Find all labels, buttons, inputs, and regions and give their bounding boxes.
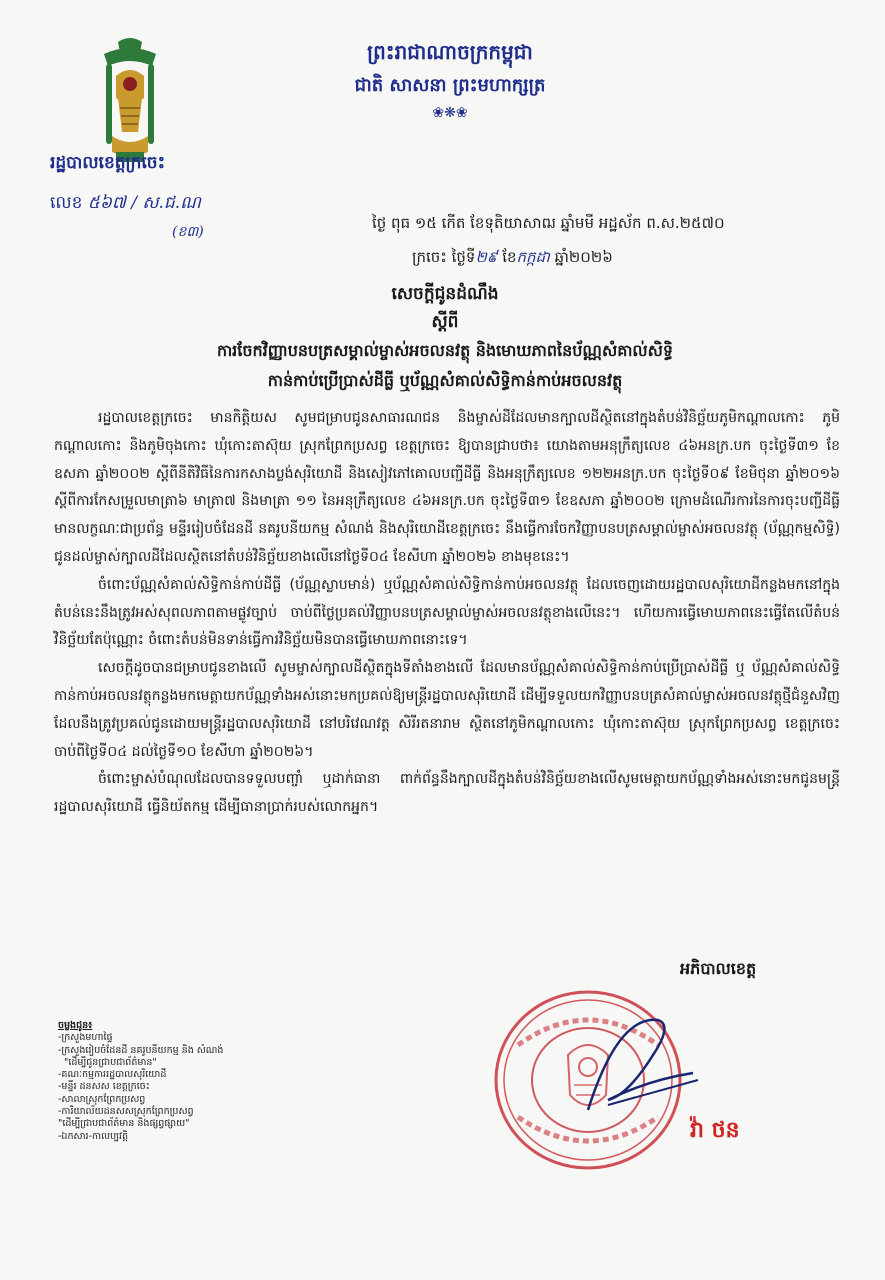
recipient-item: "ដើម្បីជូនជ្រាបជាព័ត៌មាន" [64, 1056, 157, 1068]
solar-month: កក្កដា [516, 248, 550, 266]
recipient-item: "ដើម្បីជ្រាបជាព័ត៌មាន និងផ្សព្វផ្សាយ" [58, 1118, 190, 1130]
recipient-item: -ក្រសួងមហាផ្ទៃ [58, 1032, 113, 1044]
issuing-authority: រដ្ឋបាលខេត្តក្រចេះ [50, 153, 166, 173]
body-paragraph-1: រដ្ឋបាលខេត្តក្រចេះ មានកិត្តិយស សូមជម្រាបជូនសាធារណជន និងម្ចាស់ដីដែលមានក្បាលដីស្ថិតនៅក្នុងតំបន់វិនិច្ឆ័យភូមិកណ្តាលកោះ ភូមិកណ្តាលកោះ និងភូមិចុងកោះ ឃុំកោះតាស៊ុយ ស្រុកព្រែកប្រសព្វ ខេត្តក្រចេះ ឱ្យបានជ្រាបថា៖ យោងតាមអនុក្រឹត្យលេខ ៤៦អនក្រ.បក ចុះថ្ងៃទី៣១ ខែឧសភា ឆ្នាំ២០០២ ស្តីពីនីតិវិធីនៃការកសាងប្លង់សុរិយោដី និងសៀវភៅគោលបញ្ជីដីធ្លី និងអនុក្រឹត្យលេខ ១២២អនក្រ.បក ចុះថ្ងៃទី០៩ ខែមិថុនា ឆ្នាំ២០១៦ ស្តីពីការកែសម្រួលមាត្រា៦ មាត្រា៧ និងមាត្រា ១១ នៃអនុក្រឹត្យលេខ ៤៦អនក្រ.បក ចុះថ្ងៃទី៣១ ខែឧសភា ឆ្នាំ២០០២ ក្រោមដំណើរការនៃការចុះបញ្ជីដីធ្លីមានលក្ខណៈជាប្រព័ន្ធ មន្ទីររៀបចំដែនដី នគរូបនីយកម្ម សំណង់ និងសុរិយោដីខេត្តក្រចេះ នឹងធ្វើការចែកវិញ្ញាបនបត្រសម្គាល់ម្ចាស់អចលនវត្ថុ (ប័ណ្ណកម្មសិទ្ធិ) ជូនដល់ម្ចាស់ក្បាលដីដែលស្ថិតនៅតំបន់វិនិច្ឆ័យខាងលើនៅថ្ងៃទី០៤ ខែសីហា ឆ្នាំ២០២៦ ខាងមុខនេះ។ [54, 410, 840, 565]
recipient-item: -ឯកសារ-កាលប្បវត្តិ [58, 1130, 128, 1142]
recipients-title: ចម្លងជូន៖ [58, 1020, 93, 1031]
date-block [372, 206, 842, 274]
body-paragraph-4: ចំពោះម្ចាស់បំណុលដែលបានទទួលបញ្ចាំ ឬដាក់ធានា ពាក់ព័ន្ធនឹងក្បាលដីក្នុងតំបន់វិនិច្ឆ័យខាងលើសូមមេត្តាយកប័ណ្ណទាំងអស់នោះមកជូនមន្ត្រីរដ្ឋបាលសុរិយោដី ធ្វើនិយ័តកម្ម ដើម្បីធានាប្រាក់របស់លោកអ្នក។ [54, 771, 840, 816]
notice-subject-line2: កាន់កាប់ប្រើប្រាស់ដីធ្លី ឬប័ណ្ណសំគាល់សិទ្ធិកាន់កាប់អចលនវត្ថុ [267, 371, 623, 390]
recipient-item: -ការិយាល័យដនសសស្រុកព្រែកប្រសព្វ [58, 1106, 194, 1118]
body-paragraph-3: សេចក្តីដូចបានជម្រាបជូនខាងលើ សូមម្ចាស់ក្បាលដីស្ថិតក្នុងទីតាំងខាងលើ ដែលមានប័ណ្ណសំគាល់សិទ្ធិកាន់កាប់ប្រើប្រាស់ដីធ្លី ឬ ប័ណ្ណសំគាល់សិទ្ធិកាន់កាប់អចលនវត្ថុកន្លងមកមេត្តាយកប័ណ្ណទាំងអស់នោះមកប្រគល់ឱ្យមន្ត្រីរដ្ឋបាលសុរិយោដី ដើម្បីទទួលយកវិញ្ញាបនបត្រសំគាល់ម្ចាស់អចលនវត្ថុថ្មីជំនួសវិញ ដែលនឹងត្រូវប្រគល់ជូនដោយមន្ត្រីរដ្ឋបាលសុរិយោដី នៅបរិវេណវត្ត សិរីរតនារាម ស្ថិតនៅភូមិកណ្តាលកោះ ឃុំកោះតាស៊ុយ ស្រុកព្រែកប្រសព្វ ខេត្តក្រចេះ ចាប់ពីថ្ងៃទី០៤ ដល់ថ្ងៃទី១០ ខែសីហា ឆ្នាំ២០២៦។ [54, 660, 840, 760]
body-paragraph-2: ចំពោះប័ណ្ណសំគាល់សិទ្ធិកាន់កាប់ដីធ្លី (ប័ណ្ណស្លាបមាន់) ឬប័ណ្ណសំគាល់សិទ្ធិកាន់កាប់អចលនវត្ថុ ដែលចេញដោយរដ្ឋបាលសុរិយោដីកន្លងមកនៅក្នុងតំបន់នេះនឹងត្រូវអស់សុពលភាពតាមផ្លូវច្បាប់ ចាប់ពីថ្ងៃប្រគល់វិញ្ញាបនបត្រសម្គាល់ម្ចាស់អចលនវត្ថុខាងលើនេះ។ ហើយការធ្វើមោឃភាពនេះធ្វើតែលើតំបន់វិនិច្ឆ័យតែប៉ុណ្ណោះ ចំពោះតំបន់មិនទាន់ធ្វើការវិនិច្ឆ័យមិនបានធ្វើមោឃភាពនោះទេ។ [54, 576, 840, 649]
solar-day: ២៩ [475, 248, 498, 266]
recipient-item: -គណៈកម្មការរដ្ឋបាលសុរិយោដី [58, 1069, 167, 1081]
reference-value: ៥៦៧ / ស.ជ.ណ [87, 193, 201, 213]
kingdom-header [300, 38, 600, 122]
reference-subcode: (ខ៣) [172, 224, 204, 240]
notice-subject-line1: ការចែកវិញ្ញាបនបត្រសម្គាល់ម្ចាស់អចលនវត្ថុ និងមោឃភាពនៃប័ណ្ណសំគាល់សិទ្ធិ [216, 341, 674, 360]
lunar-date: ថ្ងៃ ពុធ ១៥ កើត ខែទុតិយាសាឍ ឆ្នាំមមី អដ្ឋស័ក ព.ស.២៥៧០ [372, 214, 725, 232]
notice-body [54, 405, 840, 822]
header-ornament: ❀❋❀ [432, 105, 468, 121]
national-motto: ជាតិ សាសនា ព្រះមហាក្សត្រ [354, 75, 546, 96]
reference-number [50, 192, 204, 240]
notice-subject-label: ស្តីពី [431, 312, 459, 332]
signer-name: វ៉ា ថន [690, 1118, 740, 1143]
reference-label: លេខ [50, 193, 83, 213]
signer-title: អភិបាលខេត្ត [680, 959, 757, 978]
recipient-item: -មន្ទីរ ដនសស ខេត្តក្រចេះ [58, 1081, 150, 1093]
solar-date: ក្រចេះ ថ្ងៃទី២៩ ខែកក្កដា ឆ្នាំ២០២៦ [412, 248, 613, 266]
notice-heading [150, 280, 740, 396]
notice-title: សេចក្តីជូនដំណឹង [391, 284, 499, 304]
official-seal-icon [488, 985, 708, 1175]
recipient-item: -សាលាស្រុកព្រែកប្រសព្វ [58, 1093, 146, 1105]
recipient-item: -ក្រសួងរៀបចំដែនដី នគរូបនីយកម្ម និង សំណង់ [58, 1044, 224, 1056]
kingdom-name: ព្រះរាជាណាចក្រកម្ពុជា [367, 40, 533, 64]
copy-recipients [58, 1020, 288, 1143]
royal-emblem-icon [98, 36, 162, 166]
